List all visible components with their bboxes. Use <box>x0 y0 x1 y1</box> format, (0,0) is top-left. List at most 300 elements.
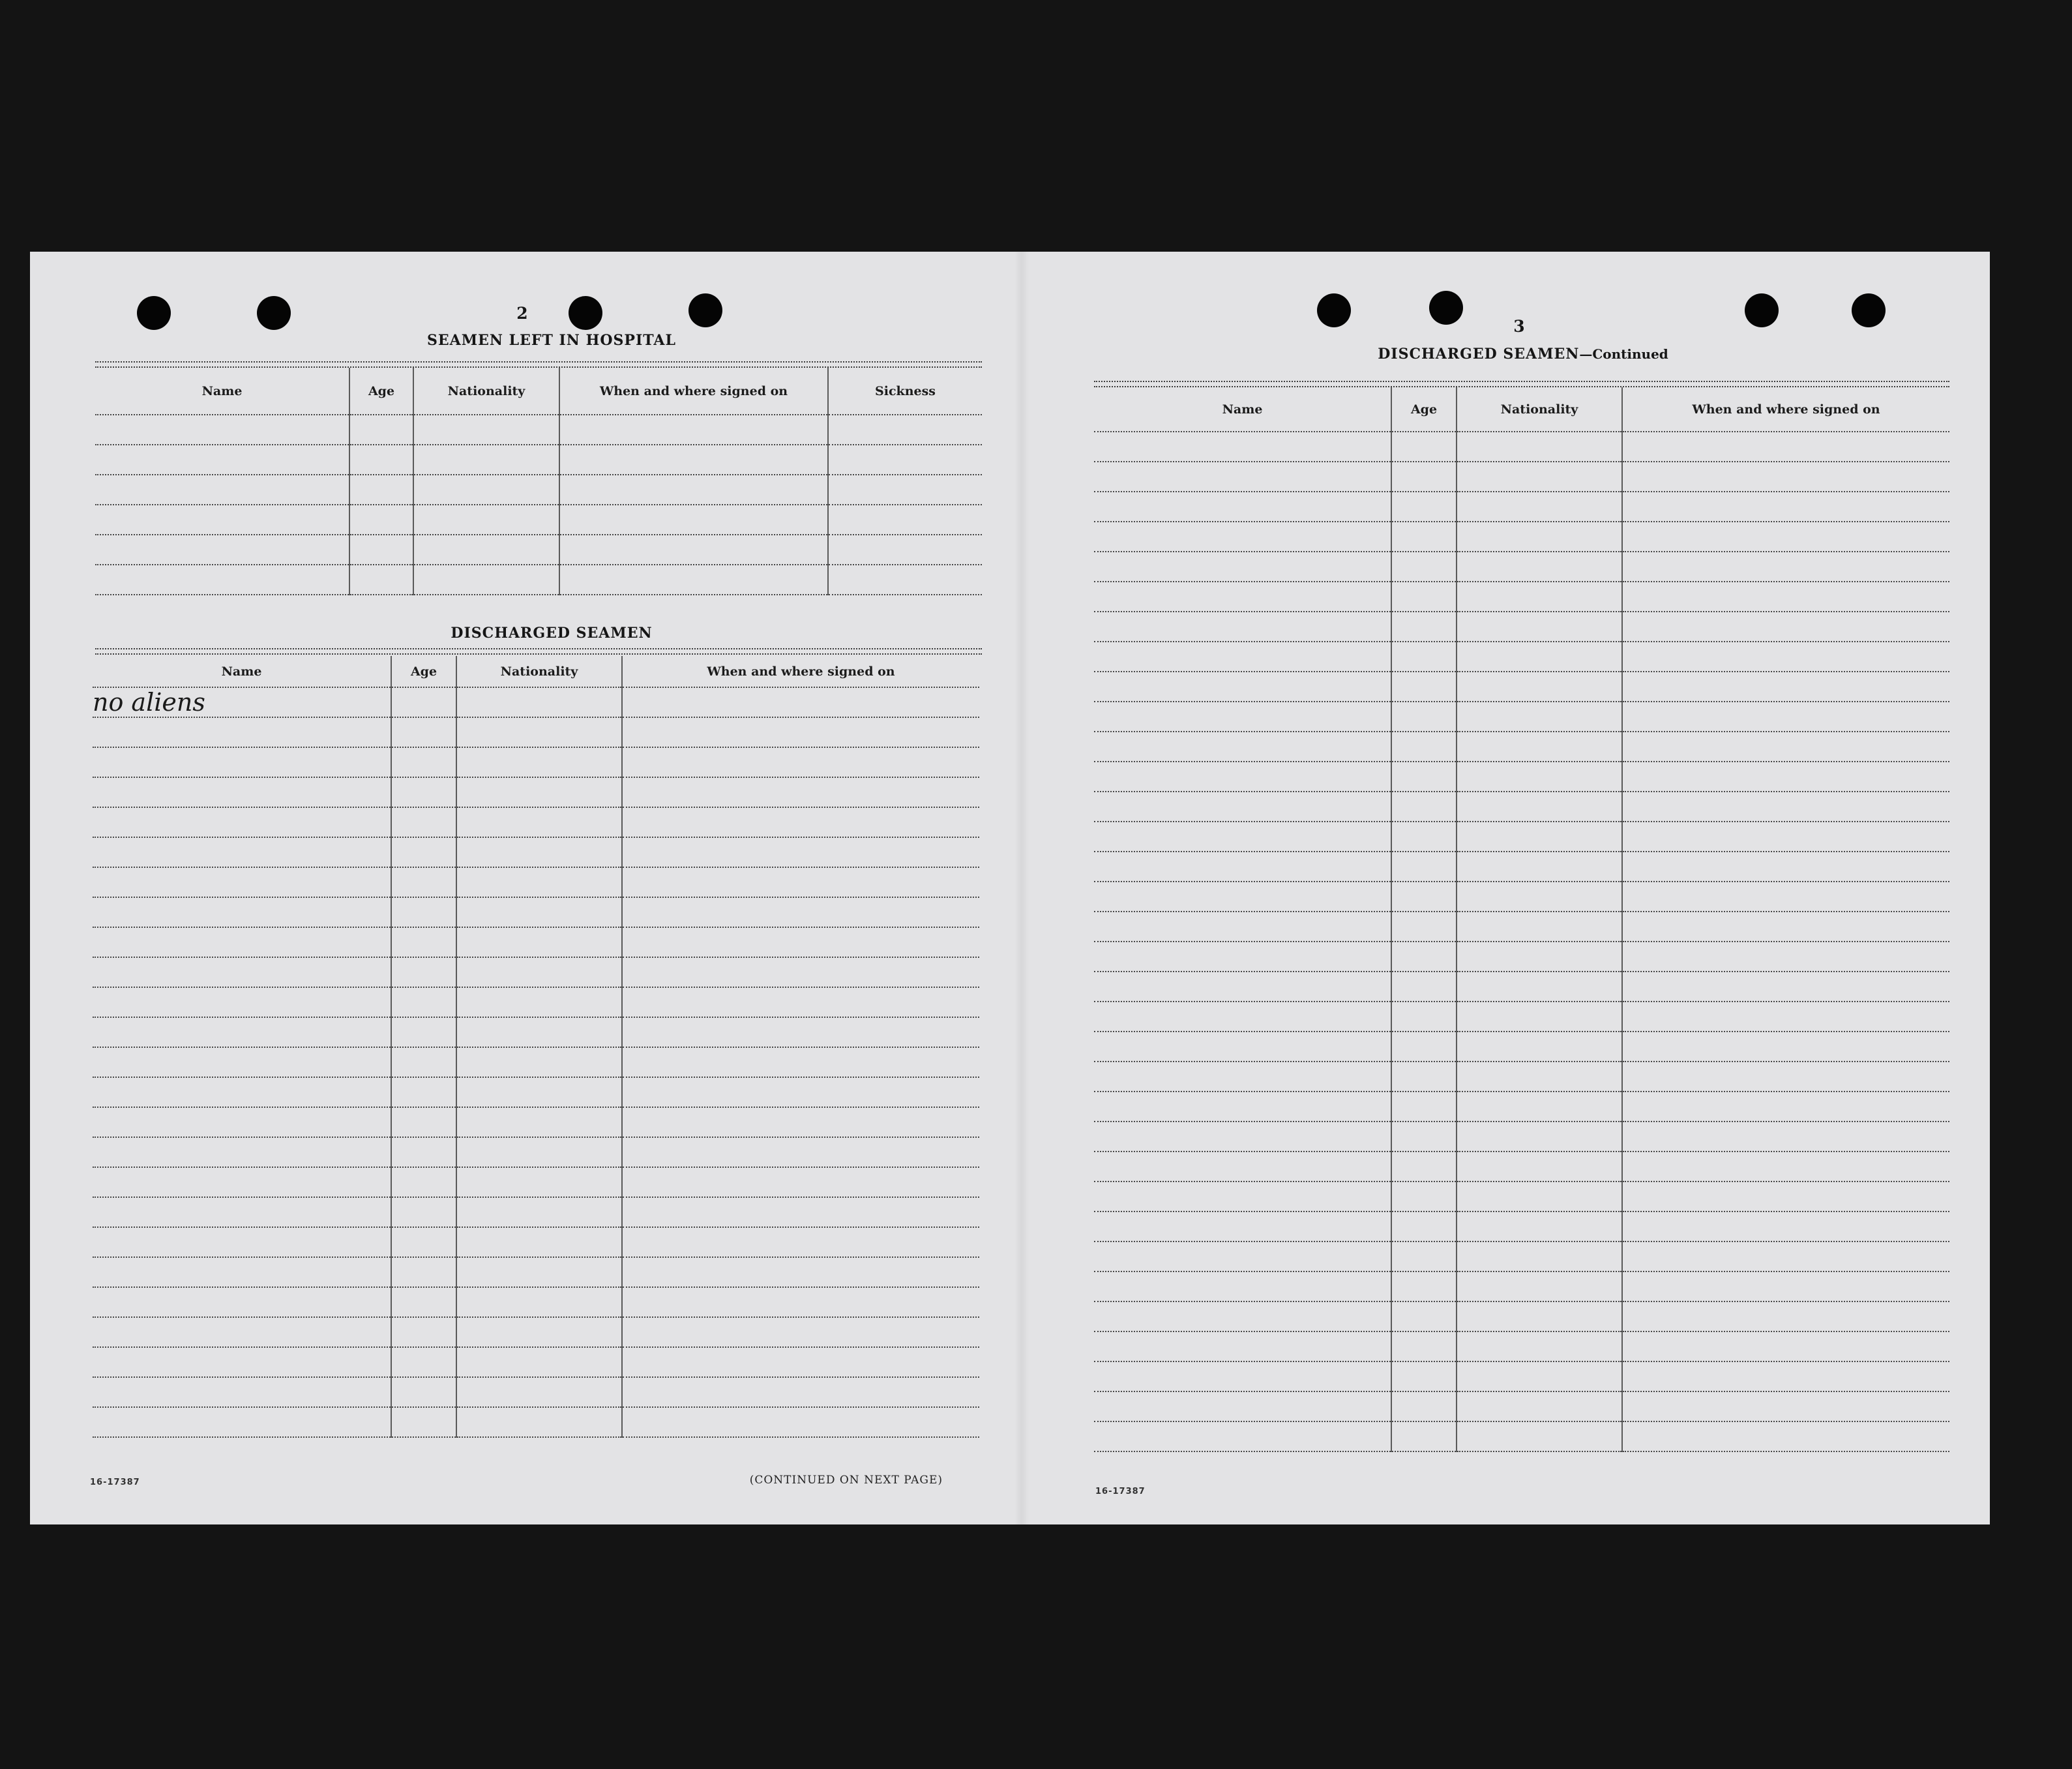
table-row <box>93 717 979 747</box>
table-cell <box>413 445 559 475</box>
table-cell <box>1457 642 1622 672</box>
table-cell <box>391 1047 456 1077</box>
table-cell <box>1391 1092 1457 1122</box>
table-cell <box>95 475 349 505</box>
table-cell <box>456 1377 622 1407</box>
table-cell <box>93 1137 391 1167</box>
table-cell <box>622 927 979 957</box>
table-cell <box>349 415 413 445</box>
table-row <box>1094 792 1949 822</box>
table-cell <box>1622 492 1949 522</box>
table-cell <box>1457 1122 1622 1152</box>
table-cell <box>1622 552 1949 582</box>
table-cell <box>1094 1241 1391 1271</box>
table-cell <box>349 475 413 505</box>
table-cell <box>93 1167 391 1197</box>
column-header: When and where signed on <box>622 656 979 687</box>
table-cell <box>1457 462 1622 492</box>
table-cell <box>456 807 622 837</box>
table-cell <box>559 505 828 535</box>
table-cell <box>1457 1032 1622 1062</box>
table-row <box>95 415 982 445</box>
table-cell <box>93 1377 391 1407</box>
table-cell <box>1391 492 1457 522</box>
table-cell <box>93 897 391 927</box>
column-header: Name <box>95 368 349 415</box>
table-cell <box>391 867 456 897</box>
table-cell <box>622 1107 979 1137</box>
table-cell <box>1094 1092 1391 1122</box>
table-cell <box>1622 1421 1949 1451</box>
table-cell <box>1094 1182 1391 1212</box>
table-cell <box>95 565 349 595</box>
table-cell <box>1391 1152 1457 1182</box>
punch-hole <box>1429 291 1463 325</box>
table-row <box>93 1227 979 1257</box>
table-cell <box>456 957 622 987</box>
table-cell <box>1622 432 1949 462</box>
table-cell <box>559 565 828 595</box>
table-cell <box>559 475 828 505</box>
table-cell <box>349 535 413 565</box>
table-cell <box>1391 942 1457 972</box>
table-cell <box>1391 642 1457 672</box>
table-cell <box>456 1137 622 1167</box>
table-cell <box>622 897 979 927</box>
table-cell <box>1622 1152 1949 1182</box>
table-cell <box>1622 762 1949 792</box>
table-cell <box>1094 1002 1391 1032</box>
table-cell <box>456 1197 622 1227</box>
table-row <box>1094 1062 1949 1092</box>
scanned-document <box>30 252 1990 1524</box>
table-cell <box>1391 1301 1457 1331</box>
table-cell <box>1391 732 1457 762</box>
table-cell <box>413 505 559 535</box>
table-cell <box>391 687 456 717</box>
table-cell <box>1622 1092 1949 1122</box>
table-cell <box>1094 762 1391 792</box>
table-cell <box>391 1107 456 1137</box>
table-cell <box>1622 882 1949 912</box>
table-row <box>93 957 979 987</box>
table-cell <box>456 1287 622 1317</box>
table-row <box>95 505 982 535</box>
table-cell <box>1457 942 1622 972</box>
punch-hole <box>257 296 291 330</box>
table-cell <box>622 1137 979 1167</box>
table-cell <box>1622 1182 1949 1212</box>
table-cell <box>391 837 456 867</box>
table-row <box>93 1407 979 1437</box>
table-cell <box>622 1167 979 1197</box>
table-cell <box>622 957 979 987</box>
table-cell <box>1457 432 1622 462</box>
table-cell <box>1391 1271 1457 1301</box>
table-cell <box>559 445 828 475</box>
table-row <box>93 897 979 927</box>
table-cell <box>828 445 982 475</box>
table-cell <box>1391 702 1457 732</box>
table-row <box>1094 1032 1949 1062</box>
punch-hole <box>137 296 171 330</box>
column-header: Nationality <box>456 656 622 687</box>
table-cell <box>1622 1391 1949 1421</box>
table-row <box>95 475 982 505</box>
table-cell <box>391 717 456 747</box>
table-cell <box>1622 822 1949 852</box>
table-cell <box>1094 732 1391 762</box>
form-code: 16-17387 <box>1095 1487 1146 1496</box>
table-cell <box>93 987 391 1017</box>
table-cell <box>391 1197 456 1227</box>
table-cell <box>1622 642 1949 672</box>
table-row <box>1094 462 1949 492</box>
table-cell <box>1391 1062 1457 1092</box>
form-code: 16-17387 <box>90 1478 140 1487</box>
table-cell <box>1457 1212 1622 1241</box>
table-row <box>95 445 982 475</box>
table-row <box>1094 1122 1949 1152</box>
table-cell <box>622 837 979 867</box>
table-cell <box>391 1227 456 1257</box>
table-cell <box>1391 1002 1457 1032</box>
column-header: Age <box>391 656 456 687</box>
table-cell <box>391 897 456 927</box>
table-row <box>1094 1331 1949 1361</box>
table-cell <box>1094 522 1391 552</box>
table-cell <box>559 415 828 445</box>
table-cell <box>93 1077 391 1107</box>
table-cell <box>456 1257 622 1287</box>
column-header: Nationality <box>1457 387 1622 432</box>
table-cell <box>391 1077 456 1107</box>
table-row <box>1094 1391 1949 1421</box>
table-cell <box>413 565 559 595</box>
table-cell <box>1622 1301 1949 1331</box>
table-cell <box>93 747 391 777</box>
table-row <box>93 867 979 897</box>
table-cell <box>1391 972 1457 1002</box>
table-cell <box>828 415 982 445</box>
table-cell <box>391 1137 456 1167</box>
table-row <box>93 1347 979 1377</box>
right-page <box>1021 252 1990 1524</box>
table-cell <box>1391 912 1457 942</box>
table-cell <box>1457 702 1622 732</box>
table-cell <box>1457 1092 1622 1122</box>
table-cell <box>391 747 456 777</box>
table-cell <box>456 1347 622 1377</box>
table-cell <box>622 1317 979 1347</box>
table-cell <box>1622 702 1949 732</box>
table-cell <box>93 1227 391 1257</box>
table-cell <box>1622 1331 1949 1361</box>
table-row <box>1094 642 1949 672</box>
table-cell <box>456 1107 622 1137</box>
table-cell <box>1391 672 1457 702</box>
table-cell <box>1391 882 1457 912</box>
table-cell <box>95 415 349 445</box>
table-cell <box>349 505 413 535</box>
table-cell <box>1622 1062 1949 1092</box>
table-cell <box>1391 462 1457 492</box>
table-cell <box>1094 1421 1391 1451</box>
table-row <box>1094 522 1949 552</box>
table-cell <box>559 535 828 565</box>
table-cell <box>1391 432 1457 462</box>
table-cell <box>95 535 349 565</box>
table-cell <box>1094 702 1391 732</box>
table-row <box>93 1167 979 1197</box>
table-row <box>93 1317 979 1347</box>
table-cell <box>828 505 982 535</box>
table-cell <box>1391 1122 1457 1152</box>
table-row <box>93 1257 979 1287</box>
table-cell <box>1457 1421 1622 1451</box>
table-cell <box>1094 1391 1391 1421</box>
table-row <box>95 565 982 595</box>
table-cell <box>1457 522 1622 552</box>
section-title-suffix: —Continued <box>1579 346 1668 362</box>
table-cell <box>1391 1212 1457 1241</box>
table-cell <box>95 445 349 475</box>
table-cell <box>1391 552 1457 582</box>
table-cell <box>93 1257 391 1287</box>
punch-hole <box>688 293 722 327</box>
table-cell <box>1457 822 1622 852</box>
table-row <box>1094 732 1949 762</box>
table-cell <box>1094 1271 1391 1301</box>
table-cell <box>1391 762 1457 792</box>
hospital-table <box>95 368 982 595</box>
table-cell <box>1457 912 1622 942</box>
table-cell <box>1094 672 1391 702</box>
punch-hole <box>569 296 602 330</box>
column-header: Name <box>1094 387 1391 432</box>
table-cell <box>1094 822 1391 852</box>
table-cell <box>622 1197 979 1227</box>
column-header: Nationality <box>413 368 559 415</box>
column-header: Age <box>1391 387 1457 432</box>
table-row <box>93 837 979 867</box>
rule <box>1094 381 1949 382</box>
table-cell <box>1391 582 1457 612</box>
table-cell <box>622 1227 979 1257</box>
table-cell <box>1457 1152 1622 1182</box>
discharged-table <box>93 656 979 1438</box>
column-header: Age <box>349 368 413 415</box>
table-cell <box>622 777 979 807</box>
table-cell <box>622 1347 979 1377</box>
table-cell <box>1457 1241 1622 1271</box>
table-cell <box>622 807 979 837</box>
table-cell <box>93 1317 391 1347</box>
table-cell <box>828 475 982 505</box>
table-cell <box>828 565 982 595</box>
table-row <box>1094 432 1949 462</box>
table-cell <box>1094 852 1391 882</box>
table-row <box>93 927 979 957</box>
table-cell <box>1391 1032 1457 1062</box>
table-cell <box>391 1347 456 1377</box>
column-header: When and where signed on <box>559 368 828 415</box>
table-cell <box>1457 882 1622 912</box>
table-row <box>1094 552 1949 582</box>
table-cell <box>1391 1182 1457 1212</box>
table-cell <box>828 535 982 565</box>
table-row <box>93 1077 979 1107</box>
table-cell <box>93 957 391 987</box>
table-cell <box>1457 1331 1622 1361</box>
table-row <box>93 1197 979 1227</box>
table-cell <box>93 927 391 957</box>
table-row <box>1094 612 1949 642</box>
page-number: 2 <box>516 304 528 323</box>
table-cell <box>1391 852 1457 882</box>
table-cell <box>456 897 622 927</box>
rule <box>95 361 982 363</box>
table-cell <box>456 1407 622 1437</box>
table-cell <box>622 1047 979 1077</box>
table-cell <box>1622 1212 1949 1241</box>
hospital-section-title: SEAMEN LEFT IN HOSPITAL <box>427 332 676 349</box>
table-cell <box>1457 582 1622 612</box>
table-row <box>1094 852 1949 882</box>
table-cell <box>1622 672 1949 702</box>
table-row <box>93 1107 979 1137</box>
table-row <box>1094 972 1949 1002</box>
table-cell <box>1094 552 1391 582</box>
table-cell <box>1094 942 1391 972</box>
table-row <box>1094 1092 1949 1122</box>
table-cell <box>1094 432 1391 462</box>
left-page <box>30 252 1021 1524</box>
table-cell <box>1457 972 1622 1002</box>
table-cell <box>622 1077 979 1107</box>
table-cell <box>93 807 391 837</box>
table-cell <box>1094 1212 1391 1241</box>
table-cell <box>391 1287 456 1317</box>
column-header: Sickness <box>828 368 982 415</box>
table-cell <box>391 1257 456 1287</box>
table-row <box>1094 582 1949 612</box>
table-row <box>1094 1212 1949 1241</box>
table-row <box>1094 912 1949 942</box>
table-cell <box>1457 1301 1622 1331</box>
table-cell <box>349 445 413 475</box>
continued-note: (CONTINUED ON NEXT PAGE) <box>749 1474 943 1487</box>
header-row <box>95 368 982 415</box>
table-cell <box>93 867 391 897</box>
table-cell <box>1094 642 1391 672</box>
table-cell <box>93 1287 391 1317</box>
table-cell <box>1094 492 1391 522</box>
table-row <box>1094 882 1949 912</box>
table-cell <box>1622 1241 1949 1271</box>
table-cell <box>1094 462 1391 492</box>
table-row <box>1094 672 1949 702</box>
table-cell <box>1094 1062 1391 1092</box>
table-cell <box>1457 762 1622 792</box>
table-row <box>1094 942 1949 972</box>
table-cell <box>1391 792 1457 822</box>
punch-hole <box>1852 293 1886 327</box>
table-cell <box>93 1407 391 1437</box>
table-row <box>93 687 979 717</box>
table-cell <box>413 475 559 505</box>
table-row <box>93 747 979 777</box>
table-cell <box>1457 612 1622 642</box>
header-row <box>93 656 979 687</box>
section-title-text: DISCHARGED SEAMEN <box>1378 346 1580 363</box>
table-row <box>1094 1182 1949 1212</box>
table-cell <box>391 807 456 837</box>
table-cell <box>1622 852 1949 882</box>
table-cell <box>622 687 979 717</box>
table-cell <box>1094 1331 1391 1361</box>
table-cell <box>1391 612 1457 642</box>
table-cell <box>1457 552 1622 582</box>
table-cell <box>391 1017 456 1047</box>
table-row <box>93 777 979 807</box>
table-cell <box>622 1017 979 1047</box>
table-row <box>1094 1002 1949 1032</box>
discharged-section-title: DISCHARGED SEAMEN <box>451 625 653 642</box>
table-cell <box>456 867 622 897</box>
table-cell <box>622 1377 979 1407</box>
table-row <box>93 1137 979 1167</box>
table-cell <box>622 867 979 897</box>
rule <box>95 653 982 655</box>
table-row <box>1094 1361 1949 1391</box>
table-cell <box>1457 672 1622 702</box>
table-cell <box>1391 1391 1457 1421</box>
table-cell <box>456 1167 622 1197</box>
table-cell <box>1622 1271 1949 1301</box>
table-cell <box>391 1377 456 1407</box>
table-cell <box>622 717 979 747</box>
table-cell <box>93 777 391 807</box>
table-cell <box>1457 492 1622 522</box>
table-cell <box>1391 822 1457 852</box>
table-cell <box>1622 1032 1949 1062</box>
table-cell <box>1094 912 1391 942</box>
table-cell <box>1391 522 1457 552</box>
table-cell <box>456 1077 622 1107</box>
table-cell <box>391 1167 456 1197</box>
table-cell <box>1094 612 1391 642</box>
table-cell <box>1622 792 1949 822</box>
table-cell <box>622 1407 979 1437</box>
table-cell <box>1094 792 1391 822</box>
table-cell <box>391 987 456 1017</box>
table-cell <box>622 987 979 1017</box>
table-cell <box>1391 1241 1457 1271</box>
table-row <box>1094 1421 1949 1451</box>
table-cell <box>391 1407 456 1437</box>
table-cell <box>1622 1002 1949 1032</box>
table-cell <box>1094 1301 1391 1331</box>
table-cell <box>391 1317 456 1347</box>
table-cell <box>391 957 456 987</box>
table-cell <box>622 747 979 777</box>
table-cell <box>456 987 622 1017</box>
table-cell <box>1622 942 1949 972</box>
table-cell <box>93 1197 391 1227</box>
table-cell <box>1457 1361 1622 1391</box>
table-cell <box>1094 1152 1391 1182</box>
